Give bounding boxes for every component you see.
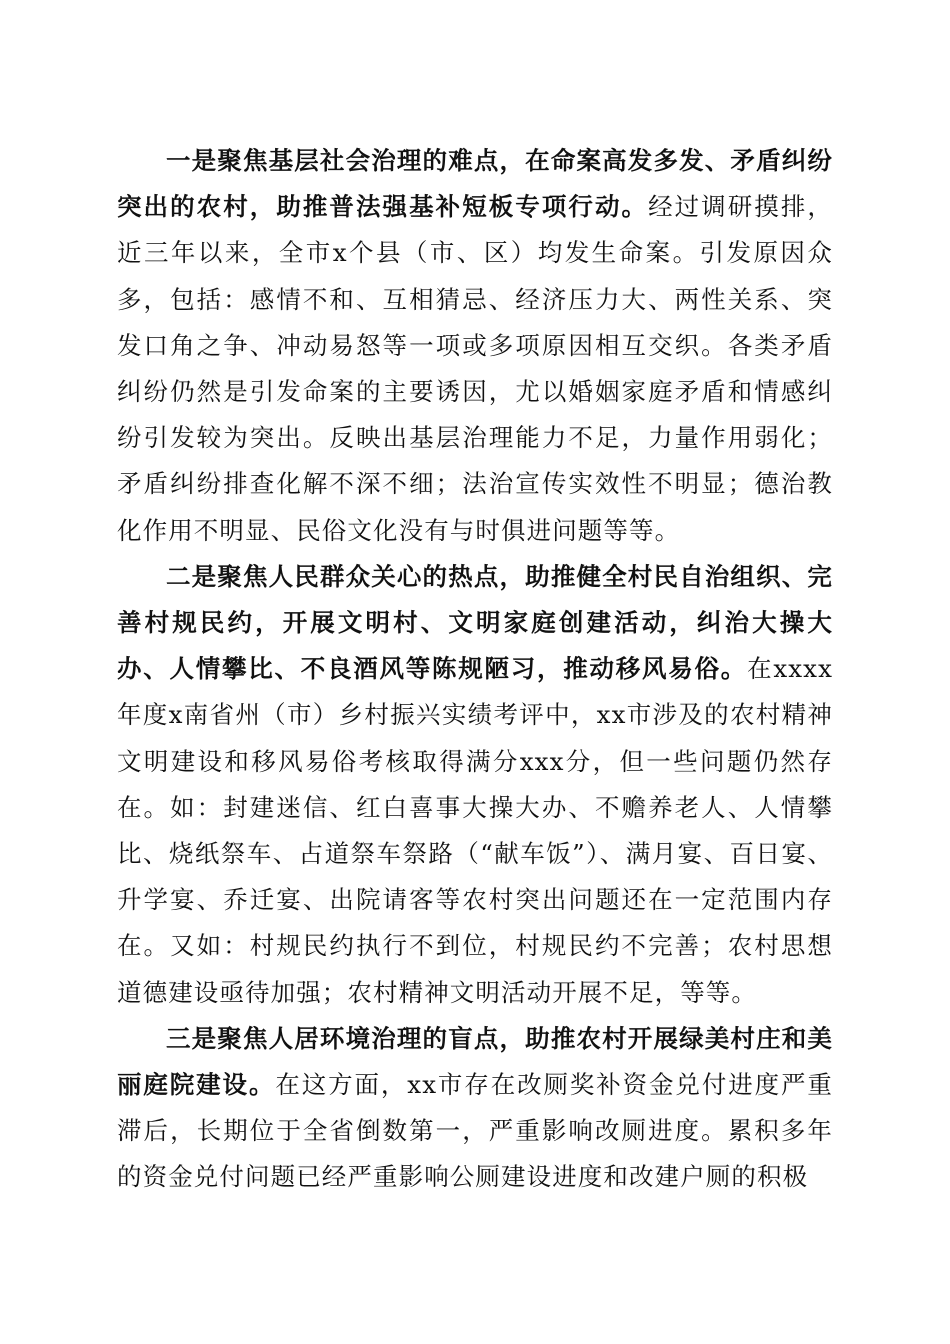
paragraph-2 <box>117 554 833 1016</box>
paragraph-3-lead: 三是聚焦人居环境治理的盲点，助推农村开展绿美村庄和美丽庭院建设。 <box>117 1023 833 1100</box>
paragraph-3 <box>117 1016 833 1201</box>
paragraph-3-body: 在这方面，xx市存在改厕奖补资金兑付进度严重滞后，长期位于全省倒数第一，严重影响改厕进度。累积多年的资金兑付问题已经严重影响公厕建设进度和改建户厕的积极 <box>117 1070 833 1192</box>
document-body <box>117 138 833 1201</box>
paragraph-2-lead: 二是聚焦人民群众关心的热点，助推健全村民自治组织、完善村规民约，开展文明村、文明家庭创建活动，纠治大操大办、人情攀比、不良酒风等陈规陋习，推动移风易俗。 <box>117 561 833 684</box>
paragraph-2-body: 在xxxx年度x南省州（市）乡村振兴实绩考评中，xx市涉及的农村精神文明建设和移风易俗考核取得满分xxx分，但一些问题仍然存在。如：封建迷信、红白喜事大操大办、不赡养老人、人情攀比、烧纸祭车、占道祭车祭路（“献车饭”）、满月宴、百日宴、升学宴、乔迁宴、出院请客等农村突出问题还在一定范围内存在。又如：村规民约执行不到位，村规民约不完善；农村思想道德建设亟待加强；农村精神文明活动开展不足，等等。 <box>117 654 833 1007</box>
paragraph-1-lead: 一是聚焦基层社会治理的难点，在命案高发多发、矛盾纠纷突出的农村，助推普法强基补短板专项行动。 <box>117 146 833 222</box>
paragraph-1 <box>117 138 833 554</box>
paragraph-1-body: 经过调研摸排，近三年以来，全市x个县（市、区）均发生命案。引发原因众多，包括：感情不和、互相猜忌、经济压力大、两性关系、突发口角之争、冲动易怒等一项或多项原因相互交织。各类矛盾纠纷仍然是引发命案的主要诱因，尤以婚姻家庭矛盾和情感纠纷引发较为突出。反映出基层治理能力不足，力量作用弱化；矛盾纠纷排查化解不深不细；法治宣传实效性不明显；德治教化作用不明显、民俗文化没有与时俱进问题等等。 <box>117 192 833 545</box>
